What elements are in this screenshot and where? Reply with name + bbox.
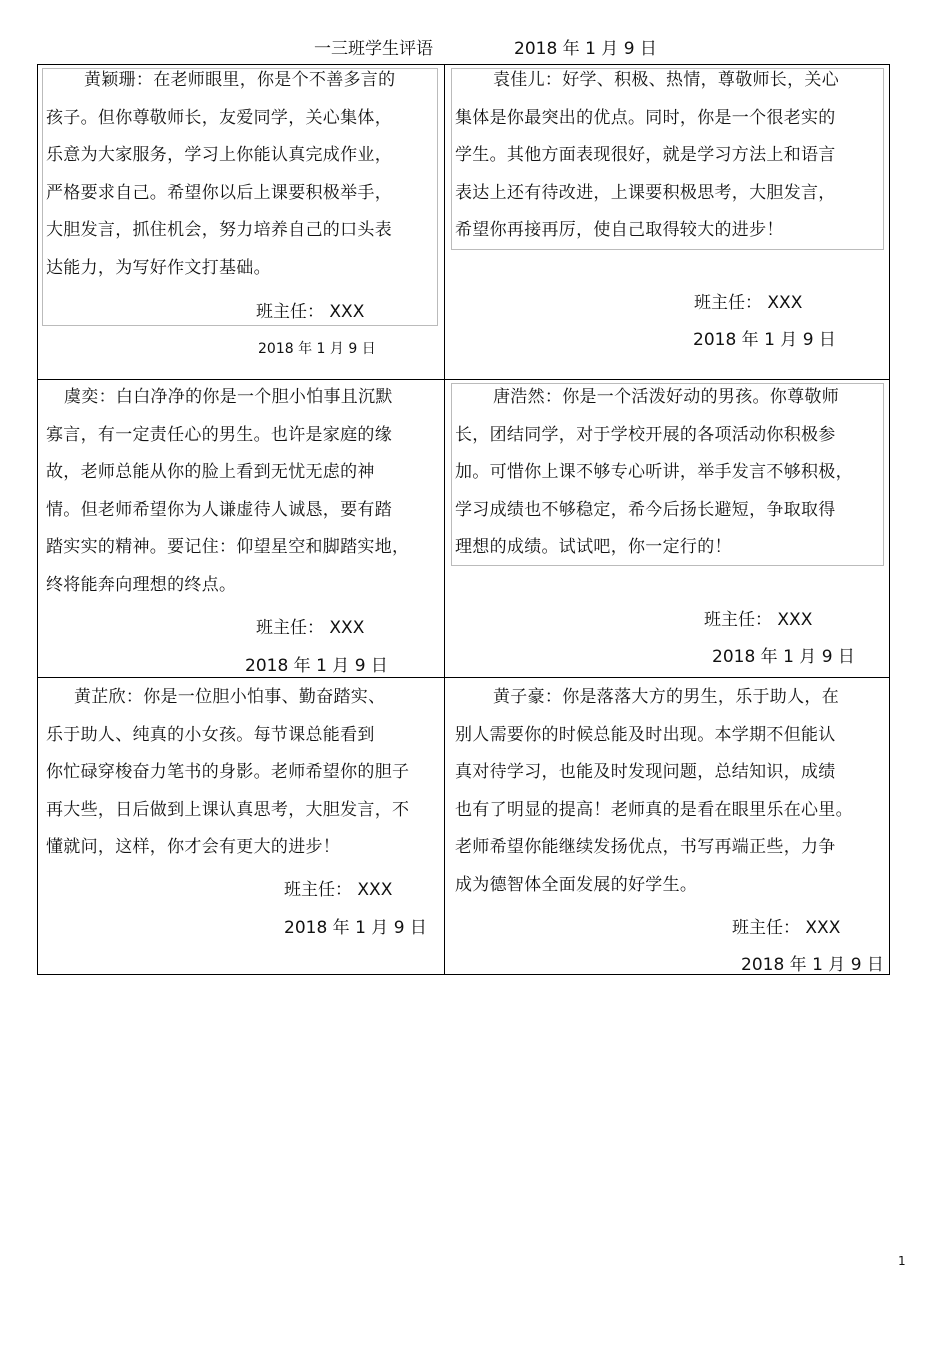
comment-cell-5 [46,679,409,867]
comment-line: 表达上还有待改进，上课要积极思考，大胆发言， [455,182,836,203]
comment-line: 终将能奔向理想的终点。 [46,574,237,595]
comment-line: 集体是你最突出的优点。同时，你是一个很老实的 [455,107,836,128]
comment-line: 大胆发言，抓住机会，努力培养自己的口头表 [46,220,392,241]
header-date: 2018 年 1 月 9 日 [514,39,657,59]
comment-cell-6 [455,679,853,905]
teacher-signature: 班主任： XXX [694,293,803,313]
comment-line: 加。可惜你上课不够专心听讲，举手发言不够积极， [455,462,853,483]
comment-date: 2018 年 1 月 9 日 [245,656,388,676]
comment-line: 理想的成绩。试试吧，你一定行的！ [455,537,732,558]
page-title: 一三班学生评语 [314,39,433,59]
comment-cell-4 [455,379,853,567]
comment-line: 达能力，为写好作文打基础。 [46,257,271,278]
comment-line: 希望你再接再厉，使自己取得较大的进步！ [455,220,784,241]
comment-date: 2018 年 1 月 9 日 [741,955,884,975]
page-number: 1 [898,1254,906,1268]
comment-line: 老师希望你能继续发扬优点，书写再端正些，力争 [455,837,836,858]
comment-line: 黄子豪：你是落落大方的男生，乐于助人，在 [493,687,839,707]
table-divider-vertical [444,64,445,975]
comment-line: 严格要求自己。希望你以后上课要积极举手， [46,182,392,203]
comment-line: 寡言，有一定责任心的男生。也许是家庭的缘 [46,424,392,445]
comment-line: 黄颖珊：在老师眼里，你是个不善多言的 [84,70,396,90]
teacher-signature: 班主任： XXX [732,918,841,938]
comment-line: 孩子。但你尊敬师长，友爱同学，关心集体， [46,107,392,128]
comment-line: 虞奕：白白净净的你是一个胆小怕事且沉默 [64,387,393,407]
teacher-signature: 班主任： XXX [284,880,393,900]
comment-line: 乐于助人、纯真的小女孩。每节课总能看到 [46,724,375,745]
comment-cell-3 [46,379,409,605]
comment-line: 也有了明显的提高！老师真的是看在眼里乐在心里。 [455,799,853,820]
comment-line: 袁佳儿：好学、积极、热情，尊敬师长，关心 [493,70,839,90]
teacher-signature: 班主任： XXX [256,618,365,638]
comment-date: 2018 年 1 月 9 日 [712,647,855,667]
comment-line: 唐浩然：你是一个活泼好动的男孩。你尊敬师 [493,387,839,407]
comment-date: 2018 年 1 月 9 日 [258,341,376,357]
comment-date: 2018 年 1 月 9 日 [693,330,836,350]
comment-line: 乐意为大家服务，学习上你能认真完成作业， [46,145,392,166]
comment-date: 2018 年 1 月 9 日 [284,918,427,938]
comment-line: 黄芷欣：你是一位胆小怕事、勤奋踏实、 [74,687,386,707]
teacher-signature: 班主任： XXX [704,610,813,630]
comment-line: 情。但老师希望你为人谦虚待人诚恳，要有踏 [46,499,392,520]
comment-cell-1 [46,62,395,288]
comment-line: 踏实实的精神。要记住：仰望星空和脚踏实地， [46,537,410,558]
comment-line: 成为德智体全面发展的好学生。 [455,874,698,895]
comment-line: 故，老师总能从你的脸上看到无忧无虑的神 [46,462,375,483]
comment-line: 学生。其他方面表现很好，就是学习方法上和语言 [455,145,836,166]
comment-line: 真对待学习，也能及时发现问题，总结知识，成绩 [455,762,836,783]
comment-cell-2 [455,62,839,250]
comment-line: 再大些，日后做到上课认真思考，大胆发言，不 [46,799,410,820]
table-divider-row-2 [37,677,890,678]
comment-line: 你忙碌穿梭奋力笔书的身影。老师希望你的胆子 [46,762,410,783]
comment-line: 学习成绩也不够稳定，希今后扬长避短，争取取得 [455,499,836,520]
comment-line: 懂就问，这样，你才会有更大的进步！ [46,837,341,858]
page-header [0,34,950,58]
comment-line: 别人需要你的时候总能及时出现。本学期不但能认 [455,724,836,745]
teacher-signature: 班主任： XXX [256,302,365,322]
comment-line: 长，团结同学，对于学校开展的各项活动你积极参 [455,424,836,445]
